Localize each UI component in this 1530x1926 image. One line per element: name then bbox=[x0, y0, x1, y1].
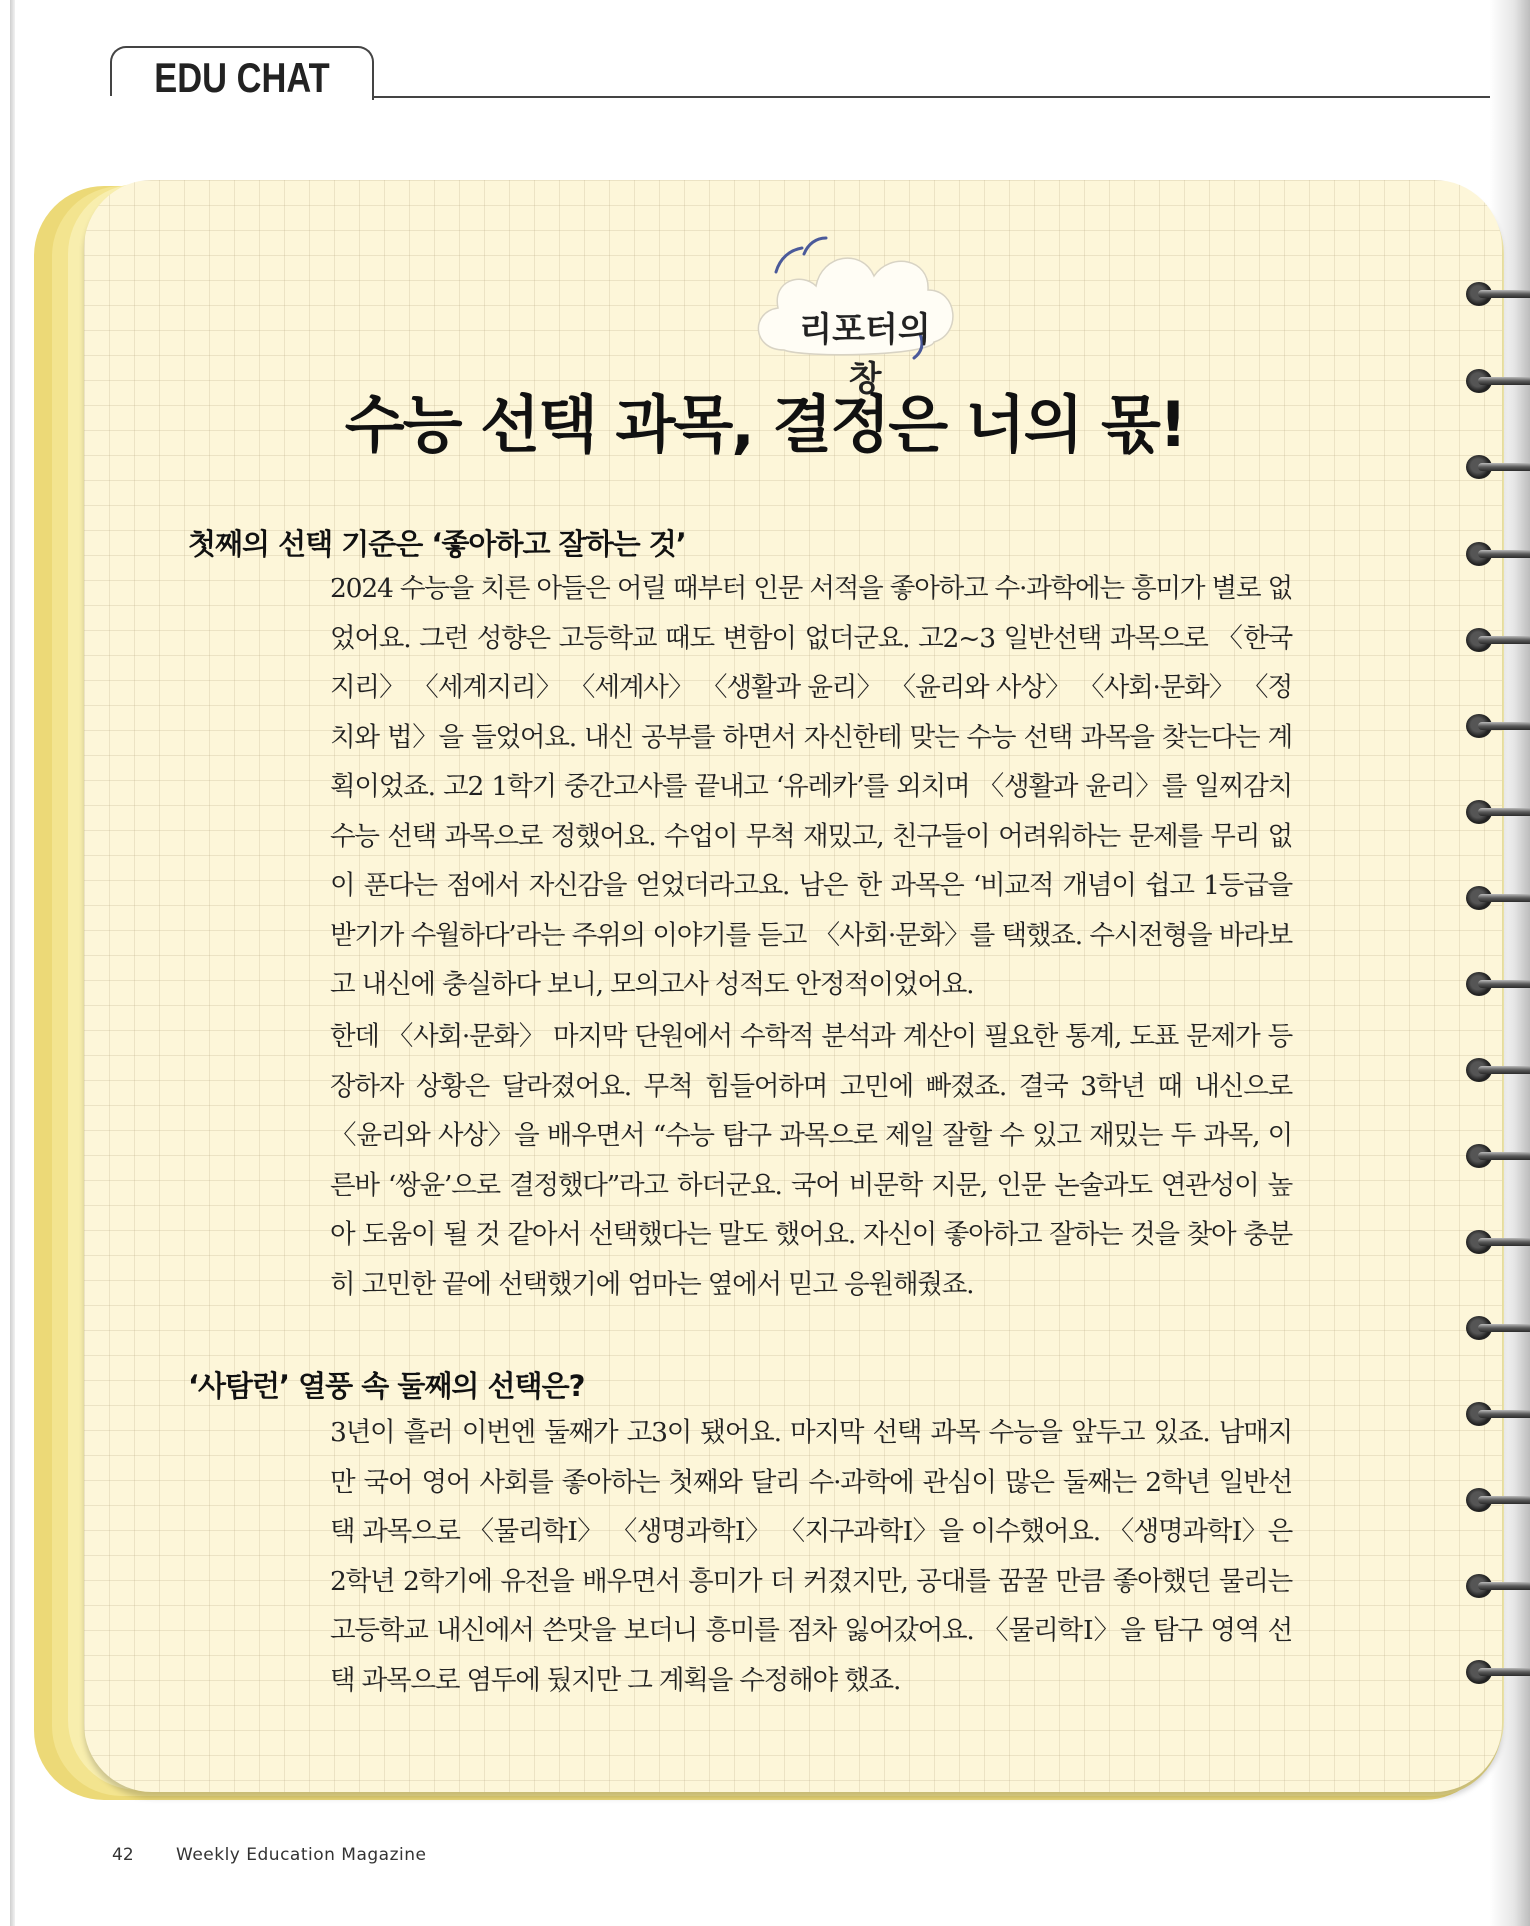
spiral-ring bbox=[1466, 798, 1530, 826]
spiral-ring bbox=[1466, 1142, 1530, 1170]
magazine-name: Weekly Education Magazine bbox=[176, 1845, 427, 1865]
body-paragraph: 2024 수능을 치른 아들은 어릴 때부터 인문 서적을 좋아하고 수·과학에는 흥미가 별로 없었어요. 그런 성향은 고등학교 때도 변함이 없더군요. 고2~3 일반선택 과목으로 〈한국지리〉 〈세계지리〉 〈세계사〉 〈생활과 윤리〉 〈윤리와 사상〉 〈사회·문화〉 〈정치와 법〉을 들었어요. 내신 공부를 하면서 자신한테 맞는 수능 선택 과목을 찾는다는 계획이었죠. 고2 1학기 중간고사를 끝내고 ‘유레카’를 외치며 〈생활과 윤리〉를 일찌감치 수능 선택 과목으로 정했어요. 수업이 무척 재밌고, 친구들이 어려워하는 문제를 무리 없이 푼다는 점에서 자신감을 얻었더라고요. 남은 한 과목은 ‘비교적 개념이 쉽고 1등급을 받기가 수월하다’라는 주위의 이야기를 듣고 〈사회·문화〉를 택했죠. 수시전형을 바라보고 내신에 충실하다 보니, 모의고사 성적도 안정적이었어요. bbox=[330, 573, 1292, 1000]
spiral-ring bbox=[1466, 712, 1530, 740]
section-heading: 첫째의 선택 기준은 ‘좋아하고 잘하는 것’ bbox=[188, 527, 686, 561]
spiral-ring bbox=[1466, 1658, 1530, 1686]
page-number: 42 bbox=[112, 1845, 134, 1865]
body-paragraph: 한데 〈사회·문화〉 마지막 단원에서 수학적 분석과 계산이 필요한 통계, 도표 문제가 등장하자 상황은 달라졌어요. 무척 힘들어하며 고민에 빠졌죠. 결국 3학년 때 내신으로 〈윤리와 사상〉을 배우면서 “수능 탐구 과목으로 제일 잘할 수 있고 재밌는 두 과목, 이른바 ‘쌍윤’으로 결정했다”라고 하더군요. 국어 비문학 지문, 인문 논술과도 연관성이 높아 도움이 될 것 같아서 선택했다는 말도 했어요. 자신이 좋아하고 잘하는 것을 찾아 충분히 고민한 끝에 선택했기에 엄마는 옆에서 믿고 응원해줬죠. bbox=[330, 1021, 1292, 1300]
section-label: EDU CHAT bbox=[154, 54, 330, 101]
column-badge: 리포터의 창 bbox=[799, 310, 931, 399]
spiral-ring bbox=[1466, 540, 1530, 568]
spiral-ring bbox=[1466, 884, 1530, 912]
spiral-ring bbox=[1466, 280, 1530, 308]
article-title: 수능 선택 과목, 결정은 너의 몫! bbox=[344, 388, 1186, 461]
spiral-ring bbox=[1466, 970, 1530, 998]
section-heading: ‘사탐런’ 열풍 속 둘째의 선택은? bbox=[188, 1369, 585, 1403]
spiral-ring bbox=[1466, 1572, 1530, 1600]
spiral-ring bbox=[1466, 626, 1530, 654]
spiral-ring bbox=[1466, 1056, 1530, 1084]
header-tab bbox=[110, 46, 374, 100]
body-paragraph: 3년이 흘러 이번엔 둘째가 고3이 됐어요. 마지막 선택 과목 수능을 앞두고 있죠. 남매지만 국어 영어 사회를 좋아하는 첫째와 달리 수·과학에 관심이 많은 둘째는 2학년 일반선택 과목으로 〈물리학Ⅰ〉 〈생명과학Ⅰ〉 〈지구과학Ⅰ〉을 이수했어요. 〈생명과학Ⅰ〉은 2학년 2학기에 유전을 배우면서 흥미가 더 커졌지만, 공대를 꿈꿀 만큼 좋아했던 물리는 고등학교 내신에서 쓴맛을 보더니 흥미를 점차 잃어갔어요. 〈물리학Ⅰ〉을 탐구 영역 선택 과목으로 염두에 뒀지만 그 계획을 수정해야 했죠. bbox=[330, 1417, 1292, 1696]
spiral-ring bbox=[1466, 1486, 1530, 1514]
spiral-ring bbox=[1466, 1400, 1530, 1428]
spiral-ring bbox=[1466, 1228, 1530, 1256]
spiral-ring bbox=[1466, 1314, 1530, 1342]
page-edge bbox=[10, 0, 15, 1926]
